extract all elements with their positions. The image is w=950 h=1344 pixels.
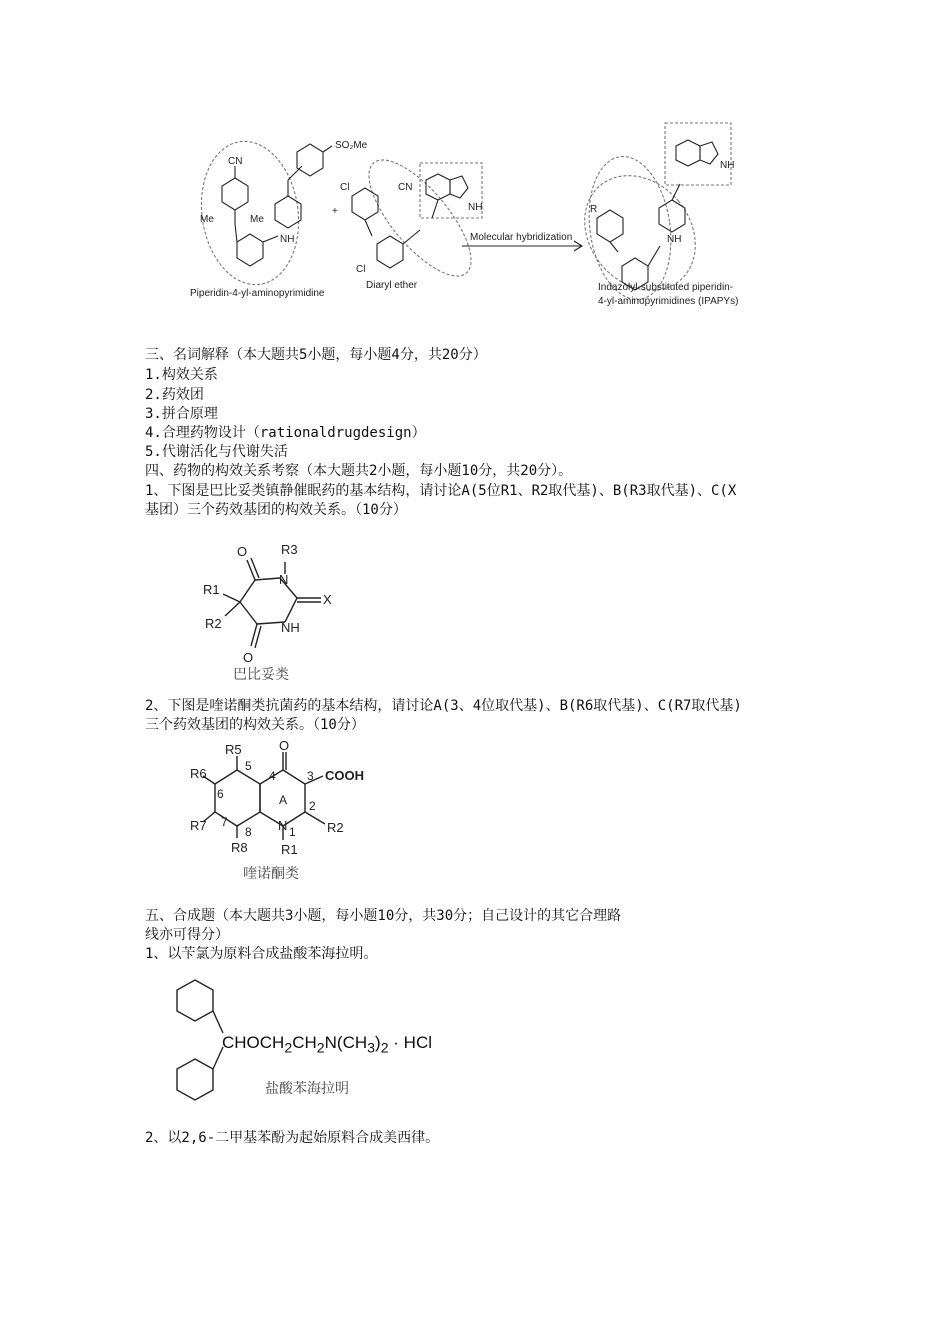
quin-pos-3: 3 — [307, 769, 314, 783]
quin-r7: R7 — [190, 818, 207, 833]
me-right-label: Me — [250, 214, 264, 225]
quin-r2: R2 — [327, 820, 344, 835]
cl-bottom-label: Cl — [356, 264, 366, 275]
formula-sub-4: 2 — [380, 1040, 389, 1057]
quin-r8: R8 — [231, 840, 248, 855]
barb-x: X — [323, 592, 332, 607]
quin-pos-5: 5 — [245, 759, 252, 773]
nh-right-label: NH — [720, 160, 735, 171]
quin-ring-a: A — [279, 793, 288, 807]
cl-top-label: Cl — [340, 182, 350, 193]
nh-left-label: NH — [280, 234, 295, 245]
section5-heading-line1: 五、合成题（本大题共3小题，每小题10分，共30分；自己设计的其它合理路 — [145, 908, 622, 924]
section3-item-1: 1.构效关系 — [145, 367, 218, 383]
barb-r2: R2 — [205, 616, 222, 631]
r-right-label: R — [590, 204, 598, 215]
section5-q2: 2、以2,6-二甲基苯酚为起始原料合成美西律。 — [145, 1130, 440, 1146]
quinolone-caption: 喹诺酮类 — [243, 866, 299, 882]
section4-q1-line2: 基团）三个药效基团的构效关系。（10分） — [145, 502, 407, 518]
formula-sub-3: 3 — [367, 1040, 376, 1057]
cn-mid-label: CN — [398, 182, 413, 193]
barb-n: N — [279, 572, 289, 587]
section4-q2-line2: 三个药效基团的构效关系。（10分） — [145, 717, 365, 733]
plus-sign: + — [332, 206, 338, 217]
quin-r5: R5 — [225, 742, 242, 757]
diphenhydramine-caption: 盐酸苯海拉明 — [265, 1081, 349, 1097]
quin-pos-7: 7 — [221, 815, 228, 829]
quin-pos-4: 4 — [269, 769, 276, 783]
quinolone-structure — [185, 740, 385, 860]
quin-pos-2: 2 — [309, 799, 316, 813]
barb-o-top: O — [237, 544, 248, 559]
section3-item-3: 3.拼合原理 — [145, 406, 218, 422]
section5-q1: 1、以苄氯为原料合成盐酸苯海拉明。 — [145, 946, 378, 962]
quin-pos-8: 8 — [245, 825, 252, 839]
hybridization-scheme-figure — [180, 118, 780, 318]
quin-r6: R6 — [190, 766, 207, 781]
quin-n: N — [278, 818, 288, 833]
quin-cooh: COOH — [325, 768, 364, 783]
quin-pos-1: 1 — [289, 825, 296, 839]
ipapy-label-line1: Indazolyl-substituted piperidin- — [598, 282, 734, 293]
formula-part-b: CH — [292, 1033, 317, 1052]
section3-item-4: 4.合理药物设计（rationaldrugdesign） — [145, 425, 426, 441]
formula-sub-2: 2 — [316, 1040, 325, 1057]
formula-part-c: N(CH — [324, 1033, 368, 1052]
section5-heading-line2: 线亦可得分） — [145, 927, 229, 943]
barb-r3: R3 — [281, 542, 298, 557]
nh-right2-label: NH — [667, 234, 682, 245]
arrow-label: Molecular hybridization — [470, 232, 573, 243]
section3-item-2: 2.药效团 — [145, 387, 204, 403]
section4-heading: 四、药物的构效关系考察（本大题共2小题，每小题10分，共20分）。 — [145, 463, 573, 479]
formula-part-a: CHOCH — [222, 1033, 285, 1052]
quin-o: O — [279, 740, 290, 753]
section3-item-5: 5.代谢活化与代谢失活 — [145, 444, 288, 460]
ipapy-label-line2: 4-yl-aminopyrimidines (IPAPYs) — [598, 296, 739, 307]
formula-sub-1: 2 — [284, 1040, 293, 1057]
section4-q2-line1: 2、下图是喹诺酮类抗菌药的基本结构，请讨论A(3、4位取代基)、B(R6取代基)、C(R7取代基) — [145, 698, 742, 714]
nh-mid-label: NH — [468, 202, 483, 213]
section4-q1-line1: 1、下图是巴比妥类镇静催眠药的基本结构，请讨论A(5位R1、R2取代基)、B(R3取代基)、C(X — [145, 483, 737, 499]
barbiturate-caption: 巴比妥类 — [233, 667, 289, 683]
diphenhydramine-formula — [222, 1033, 432, 1056]
diaryl-ether-label: Diaryl ether — [366, 280, 418, 291]
so2me-label: SO₂Me — [335, 140, 368, 151]
formula-part-d: ) — [375, 1033, 381, 1052]
cn-left-label: CN — [228, 156, 243, 167]
me-left-label: Me — [200, 214, 214, 225]
quin-pos-6: 6 — [217, 787, 224, 801]
barb-o-bottom: O — [243, 650, 254, 665]
barb-nh: NH — [281, 620, 300, 635]
quin-r1: R1 — [281, 842, 298, 857]
barb-r1: R1 — [203, 582, 220, 597]
formula-part-e: · HCl — [388, 1033, 433, 1052]
piperidinyl-label: Piperidin-4-yl-aminopyrimidine — [190, 288, 325, 299]
section3-heading: 三、名词解释（本大题共5小题，每小题4分，共20分） — [145, 347, 487, 363]
